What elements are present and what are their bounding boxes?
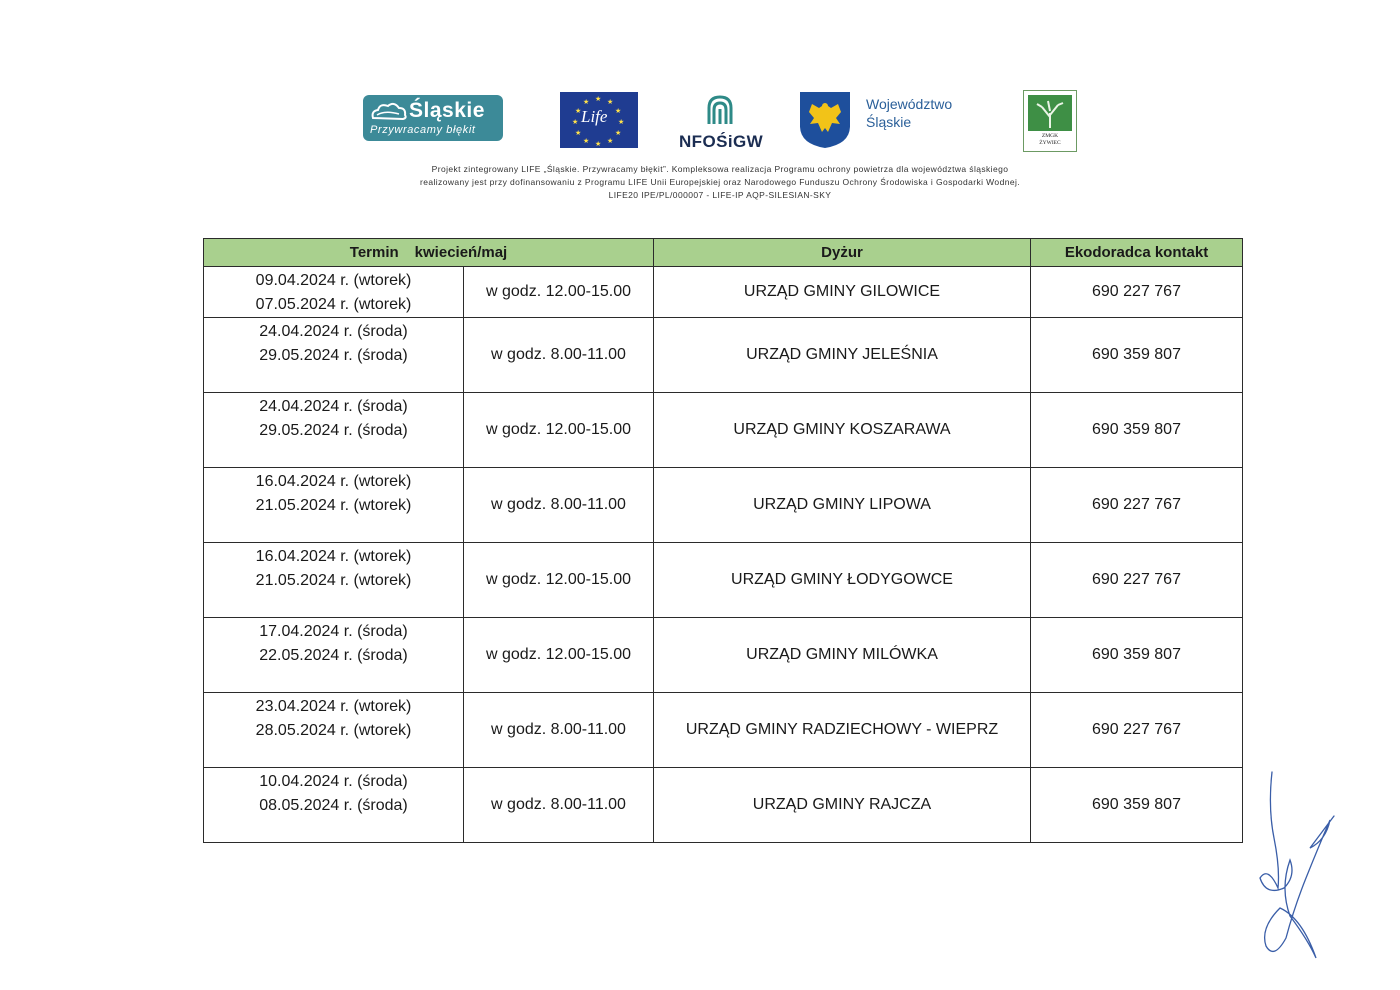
wojewodztwo-logo — [798, 90, 973, 150]
header-month-label: kwiecień/maj — [414, 244, 508, 261]
date-cell — [204, 267, 464, 318]
eu-star-icon: ★ — [583, 138, 590, 145]
header-termin — [204, 239, 654, 267]
date-may: 08.05.2024 r. (środa) — [259, 797, 408, 814]
date-april: 17.04.2024 r. (środa) — [259, 623, 408, 640]
table-row — [204, 768, 1243, 843]
date-cell — [204, 393, 464, 468]
date-may: 29.05.2024 r. (środa) — [259, 422, 408, 439]
phone-cell: 690 359 807 — [1031, 768, 1243, 843]
hours-cell: w godz. 12.00-15.00 — [464, 393, 654, 468]
date-april: 16.04.2024 r. (wtorek) — [255, 548, 412, 565]
nfosigw-emblem-icon — [705, 94, 735, 128]
phone-cell: 690 227 767 — [1031, 543, 1243, 618]
phone-cell: 690 227 767 — [1031, 267, 1243, 318]
signature — [1250, 768, 1350, 968]
slaskie-logo-title: Śląskie — [409, 99, 485, 122]
table-row — [204, 543, 1243, 618]
project-info-line3: LIFE20 IPE/PL/000007 - LIFE-IP AQP-SILESIAN-SKY — [608, 190, 832, 200]
table-row — [204, 618, 1243, 693]
eu-star-icon: ★ — [595, 96, 602, 103]
zmgk-line1: ZMGK — [1041, 133, 1059, 139]
eu-star-icon: ★ — [615, 130, 622, 137]
life-logo-text: Life — [581, 107, 608, 126]
slaskie-logo-subtitle: Przywracamy błękit — [370, 124, 476, 136]
hours-cell: w godz. 12.00-15.00 — [464, 267, 654, 318]
eu-life-logo — [560, 92, 638, 148]
project-info-line2: realizowany jest przy dofinansowaniu z Programu LIFE Unii Europejskiej oraz Narodowego Funduszu Ochrony Środowiska i Gospodarki Wodnej. — [420, 177, 1020, 187]
nfosigw-logo-text: NFOŚiGW — [679, 132, 764, 151]
date-may: 07.05.2024 r. (wtorek) — [255, 296, 412, 313]
logo-bar — [360, 88, 1080, 154]
table-body — [204, 267, 1243, 843]
eu-star-icon: ★ — [575, 130, 582, 137]
office-cell: URZĄD GMINY RAJCZA — [654, 768, 1031, 843]
hours-cell: w godz. 8.00-11.00 — [464, 468, 654, 543]
date-cell — [204, 693, 464, 768]
hours-cell: w godz. 8.00-11.00 — [464, 693, 654, 768]
eu-star-icon: ★ — [575, 108, 582, 115]
date-cell — [204, 318, 464, 393]
eu-star-icon: ★ — [615, 108, 622, 115]
eu-star-icon: ★ — [618, 119, 625, 126]
hours-cell: w godz. 12.00-15.00 — [464, 618, 654, 693]
eu-star-icon: ★ — [572, 119, 579, 126]
office-cell: URZĄD GMINY MILÓWKA — [654, 618, 1031, 693]
office-cell: URZĄD GMINY JELEŚNIA — [654, 318, 1031, 393]
date-may: 21.05.2024 r. (wtorek) — [255, 572, 412, 589]
nfosigw-logo — [675, 92, 765, 152]
date-may: 29.05.2024 r. (środa) — [259, 347, 408, 364]
wojewodztwo-line2: Śląskie — [866, 114, 912, 130]
table-header-row — [204, 239, 1243, 267]
tree-icon — [1028, 95, 1072, 131]
project-info-line1: Projekt zintegrowany LIFE „Śląskie. Przywracamy błękit”. Kompleksowa realizacja Programu ochrony powietrza dla województwa śląskiego — [431, 164, 1009, 174]
date-cell — [204, 768, 464, 843]
hours-cell: w godz. 12.00-15.00 — [464, 543, 654, 618]
date-cell — [204, 468, 464, 543]
phone-cell: 690 359 807 — [1031, 618, 1243, 693]
date-cell — [204, 618, 464, 693]
date-april: 10.04.2024 r. (środa) — [259, 773, 408, 790]
office-cell: URZĄD GMINY RADZIECHOWY - WIEPRZ — [654, 693, 1031, 768]
zmgk-logo — [1023, 90, 1077, 152]
slaskie-logo — [363, 95, 503, 141]
zmgk-logo-text — [1025, 133, 1075, 147]
date-april: 24.04.2024 r. (środa) — [259, 398, 408, 415]
eagle-shield-icon — [798, 90, 852, 150]
date-april: 24.04.2024 r. (środa) — [259, 323, 408, 340]
eu-star-icon: ★ — [607, 138, 614, 145]
schedule-table — [203, 238, 1243, 843]
date-cell — [204, 543, 464, 618]
table-row — [204, 267, 1243, 318]
office-cell: URZĄD GMINY ŁODYGOWCE — [654, 543, 1031, 618]
office-cell: URZĄD GMINY LIPOWA — [654, 468, 1031, 543]
date-may: 22.05.2024 r. (środa) — [259, 647, 408, 664]
office-cell: URZĄD GMINY GILOWICE — [654, 267, 1031, 318]
eu-star-icon: ★ — [583, 99, 590, 106]
phone-cell: 690 227 767 — [1031, 693, 1243, 768]
table-row — [204, 393, 1243, 468]
hours-cell: w godz. 8.00-11.00 — [464, 318, 654, 393]
date-april: 09.04.2024 r. (wtorek) — [255, 272, 412, 289]
phone-cell: 690 359 807 — [1031, 318, 1243, 393]
header-termin-label: Termin — [349, 244, 399, 261]
table-row — [204, 693, 1243, 768]
table-row — [204, 318, 1243, 393]
project-info — [300, 163, 1140, 202]
phone-cell: 690 227 767 — [1031, 468, 1243, 543]
date-april: 16.04.2024 r. (wtorek) — [255, 473, 412, 490]
cloud-icon — [369, 101, 409, 123]
eu-star-icon: ★ — [595, 141, 602, 148]
date-may: 21.05.2024 r. (wtorek) — [255, 497, 412, 514]
eu-star-icon: ★ — [607, 99, 614, 106]
wojewodztwo-logo-text — [866, 95, 952, 131]
table-row — [204, 468, 1243, 543]
hours-cell: w godz. 8.00-11.00 — [464, 768, 654, 843]
header-dyzur: Dyżur — [654, 239, 1031, 267]
date-april: 23.04.2024 r. (wtorek) — [255, 698, 412, 715]
office-cell: URZĄD GMINY KOSZARAWA — [654, 393, 1031, 468]
wojewodztwo-line1: Województwo — [866, 96, 953, 112]
phone-cell: 690 359 807 — [1031, 393, 1243, 468]
date-may: 28.05.2024 r. (wtorek) — [255, 722, 412, 739]
header-kontakt: Ekodoradca kontakt — [1031, 239, 1243, 267]
zmgk-line2: ŻYWIEC — [1039, 140, 1061, 146]
